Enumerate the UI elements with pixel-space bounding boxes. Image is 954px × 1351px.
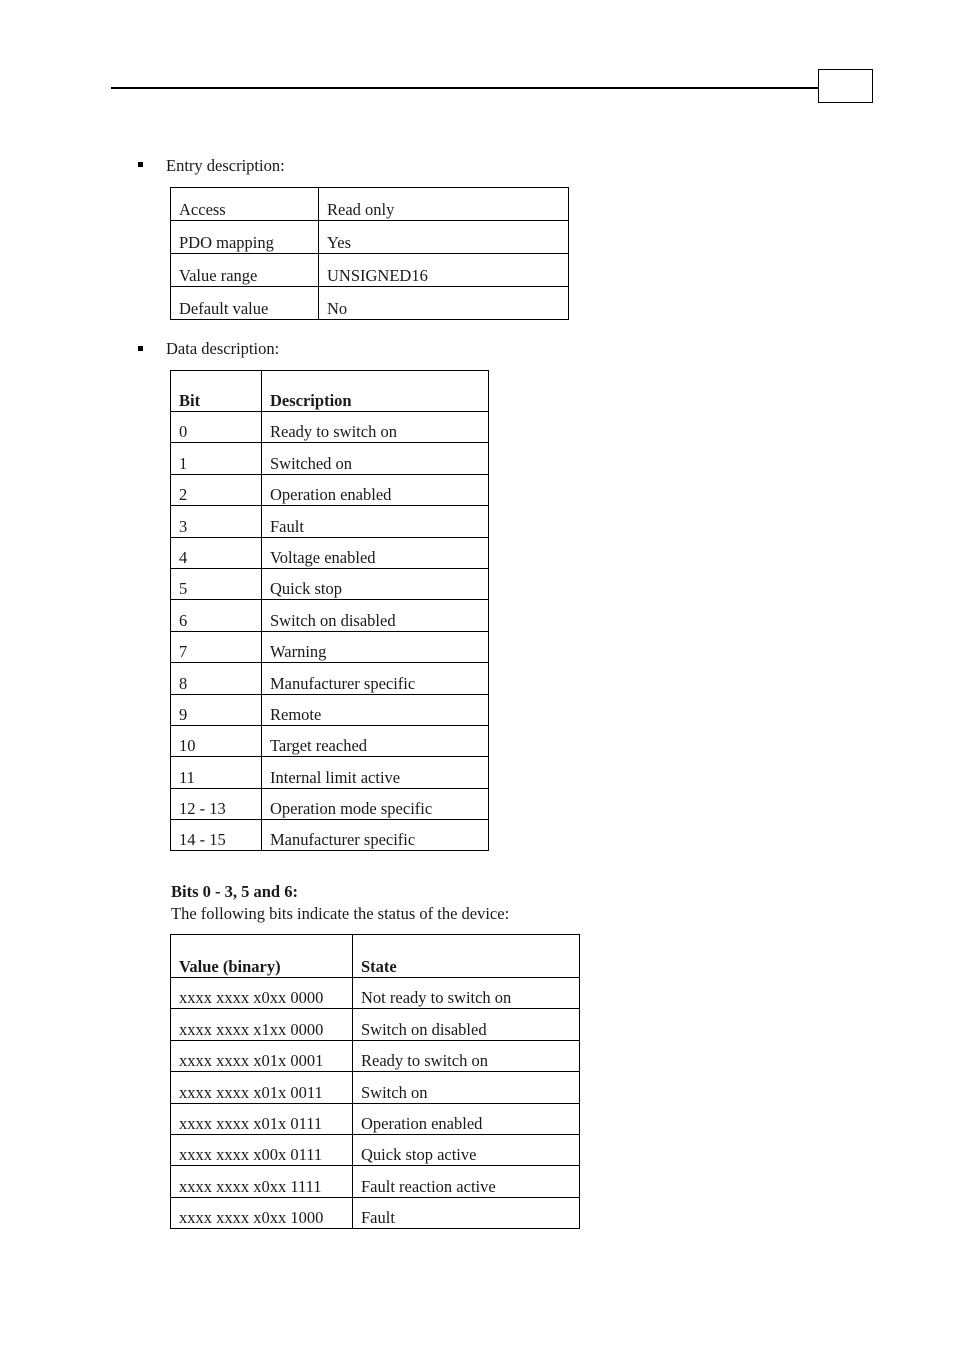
description-cell: Operation enabled xyxy=(262,474,489,505)
value-cell: xxxx xxxx x1xx 0000 xyxy=(171,1009,353,1040)
bit-cell: 8 xyxy=(171,663,262,694)
table-row xyxy=(171,725,489,756)
description-cell: Warning xyxy=(262,631,489,662)
table-row xyxy=(171,474,489,505)
description-cell: Switched on xyxy=(262,443,489,474)
bit-cell: 0 xyxy=(171,412,262,443)
table-row xyxy=(171,254,569,287)
table-row xyxy=(171,1072,580,1103)
table-header-row xyxy=(171,935,580,978)
state-cell: Fault reaction active xyxy=(353,1166,580,1197)
description-cell: Remote xyxy=(262,694,489,725)
table-row xyxy=(171,757,489,788)
table-row xyxy=(171,506,489,537)
column-header-value: Value (binary) xyxy=(171,935,353,978)
entry-field: PDO mapping xyxy=(171,221,319,254)
description-cell: Fault xyxy=(262,506,489,537)
value-cell: xxxx xxxx x0xx 1111 xyxy=(171,1166,353,1197)
table-row xyxy=(171,978,580,1009)
table-row xyxy=(171,694,489,725)
table-row xyxy=(171,1134,580,1165)
entry-field: Access xyxy=(171,188,319,221)
status-bits-title: Bits 0 - 3, 5 and 6: xyxy=(171,882,298,901)
table-header-row xyxy=(171,371,489,412)
table-row xyxy=(171,1103,580,1134)
table-row xyxy=(171,537,489,568)
entry-field: Value range xyxy=(171,254,319,287)
entry-value: No xyxy=(319,287,569,320)
header-rule xyxy=(111,87,819,89)
description-cell: Manufacturer specific xyxy=(262,663,489,694)
bit-cell: 11 xyxy=(171,757,262,788)
entry-field: Default value xyxy=(171,287,319,320)
state-cell: Operation enabled xyxy=(353,1103,580,1134)
state-cell: Switch on disabled xyxy=(353,1009,580,1040)
state-cell: Ready to switch on xyxy=(353,1040,580,1071)
column-header-description: Description xyxy=(262,371,489,412)
value-cell: xxxx xxxx x0xx 0000 xyxy=(171,978,353,1009)
bit-cell: 1 xyxy=(171,443,262,474)
bit-cell: 14 - 15 xyxy=(171,820,262,851)
table-row xyxy=(171,820,489,851)
description-cell: Target reached xyxy=(262,725,489,756)
column-header-state: State xyxy=(353,935,580,978)
page-number-box xyxy=(818,69,873,103)
table-row xyxy=(171,1166,580,1197)
table-row xyxy=(171,443,489,474)
state-cell: Quick stop active xyxy=(353,1134,580,1165)
state-cell: Switch on xyxy=(353,1072,580,1103)
description-cell: Operation mode specific xyxy=(262,788,489,819)
description-cell: Manufacturer specific xyxy=(262,820,489,851)
table-row xyxy=(171,1197,580,1228)
table-row xyxy=(171,663,489,694)
entry-description-label: Entry description: xyxy=(166,156,285,175)
description-cell: Internal limit active xyxy=(262,757,489,788)
bit-cell: 7 xyxy=(171,631,262,662)
table-row xyxy=(171,631,489,662)
table-row xyxy=(171,287,569,320)
entry-description-table xyxy=(170,187,569,320)
bit-cell: 5 xyxy=(171,568,262,599)
table-row xyxy=(171,1009,580,1040)
entry-value: Yes xyxy=(319,221,569,254)
bullet-icon xyxy=(138,162,143,167)
data-description-table xyxy=(170,370,489,851)
column-header-bit: Bit xyxy=(171,371,262,412)
entry-value: Read only xyxy=(319,188,569,221)
table-row xyxy=(171,788,489,819)
table-row xyxy=(171,412,489,443)
value-cell: xxxx xxxx x0xx 1000 xyxy=(171,1197,353,1228)
state-cell: Not ready to switch on xyxy=(353,978,580,1009)
description-cell: Voltage enabled xyxy=(262,537,489,568)
bit-cell: 12 - 13 xyxy=(171,788,262,819)
bullet-icon xyxy=(138,346,143,351)
value-cell: xxxx xxxx x01x 0001 xyxy=(171,1040,353,1071)
description-cell: Switch on disabled xyxy=(262,600,489,631)
bit-cell: 4 xyxy=(171,537,262,568)
value-cell: xxxx xxxx x00x 0111 xyxy=(171,1134,353,1165)
data-description-label: Data description: xyxy=(166,339,280,358)
entry-value: UNSIGNED16 xyxy=(319,254,569,287)
table-row xyxy=(171,600,489,631)
table-row xyxy=(171,188,569,221)
status-bits-text: The following bits indicate the status of the device: xyxy=(171,904,510,923)
bit-cell: 2 xyxy=(171,474,262,505)
bit-cell: 6 xyxy=(171,600,262,631)
table-row xyxy=(171,1040,580,1071)
value-cell: xxxx xxxx x01x 0111 xyxy=(171,1103,353,1134)
value-cell: xxxx xxxx x01x 0011 xyxy=(171,1072,353,1103)
description-cell: Ready to switch on xyxy=(262,412,489,443)
bit-cell: 3 xyxy=(171,506,262,537)
description-cell: Quick stop xyxy=(262,568,489,599)
table-row xyxy=(171,221,569,254)
device-state-table xyxy=(170,934,580,1229)
bit-cell: 9 xyxy=(171,694,262,725)
table-row xyxy=(171,568,489,599)
bit-cell: 10 xyxy=(171,725,262,756)
state-cell: Fault xyxy=(353,1197,580,1228)
